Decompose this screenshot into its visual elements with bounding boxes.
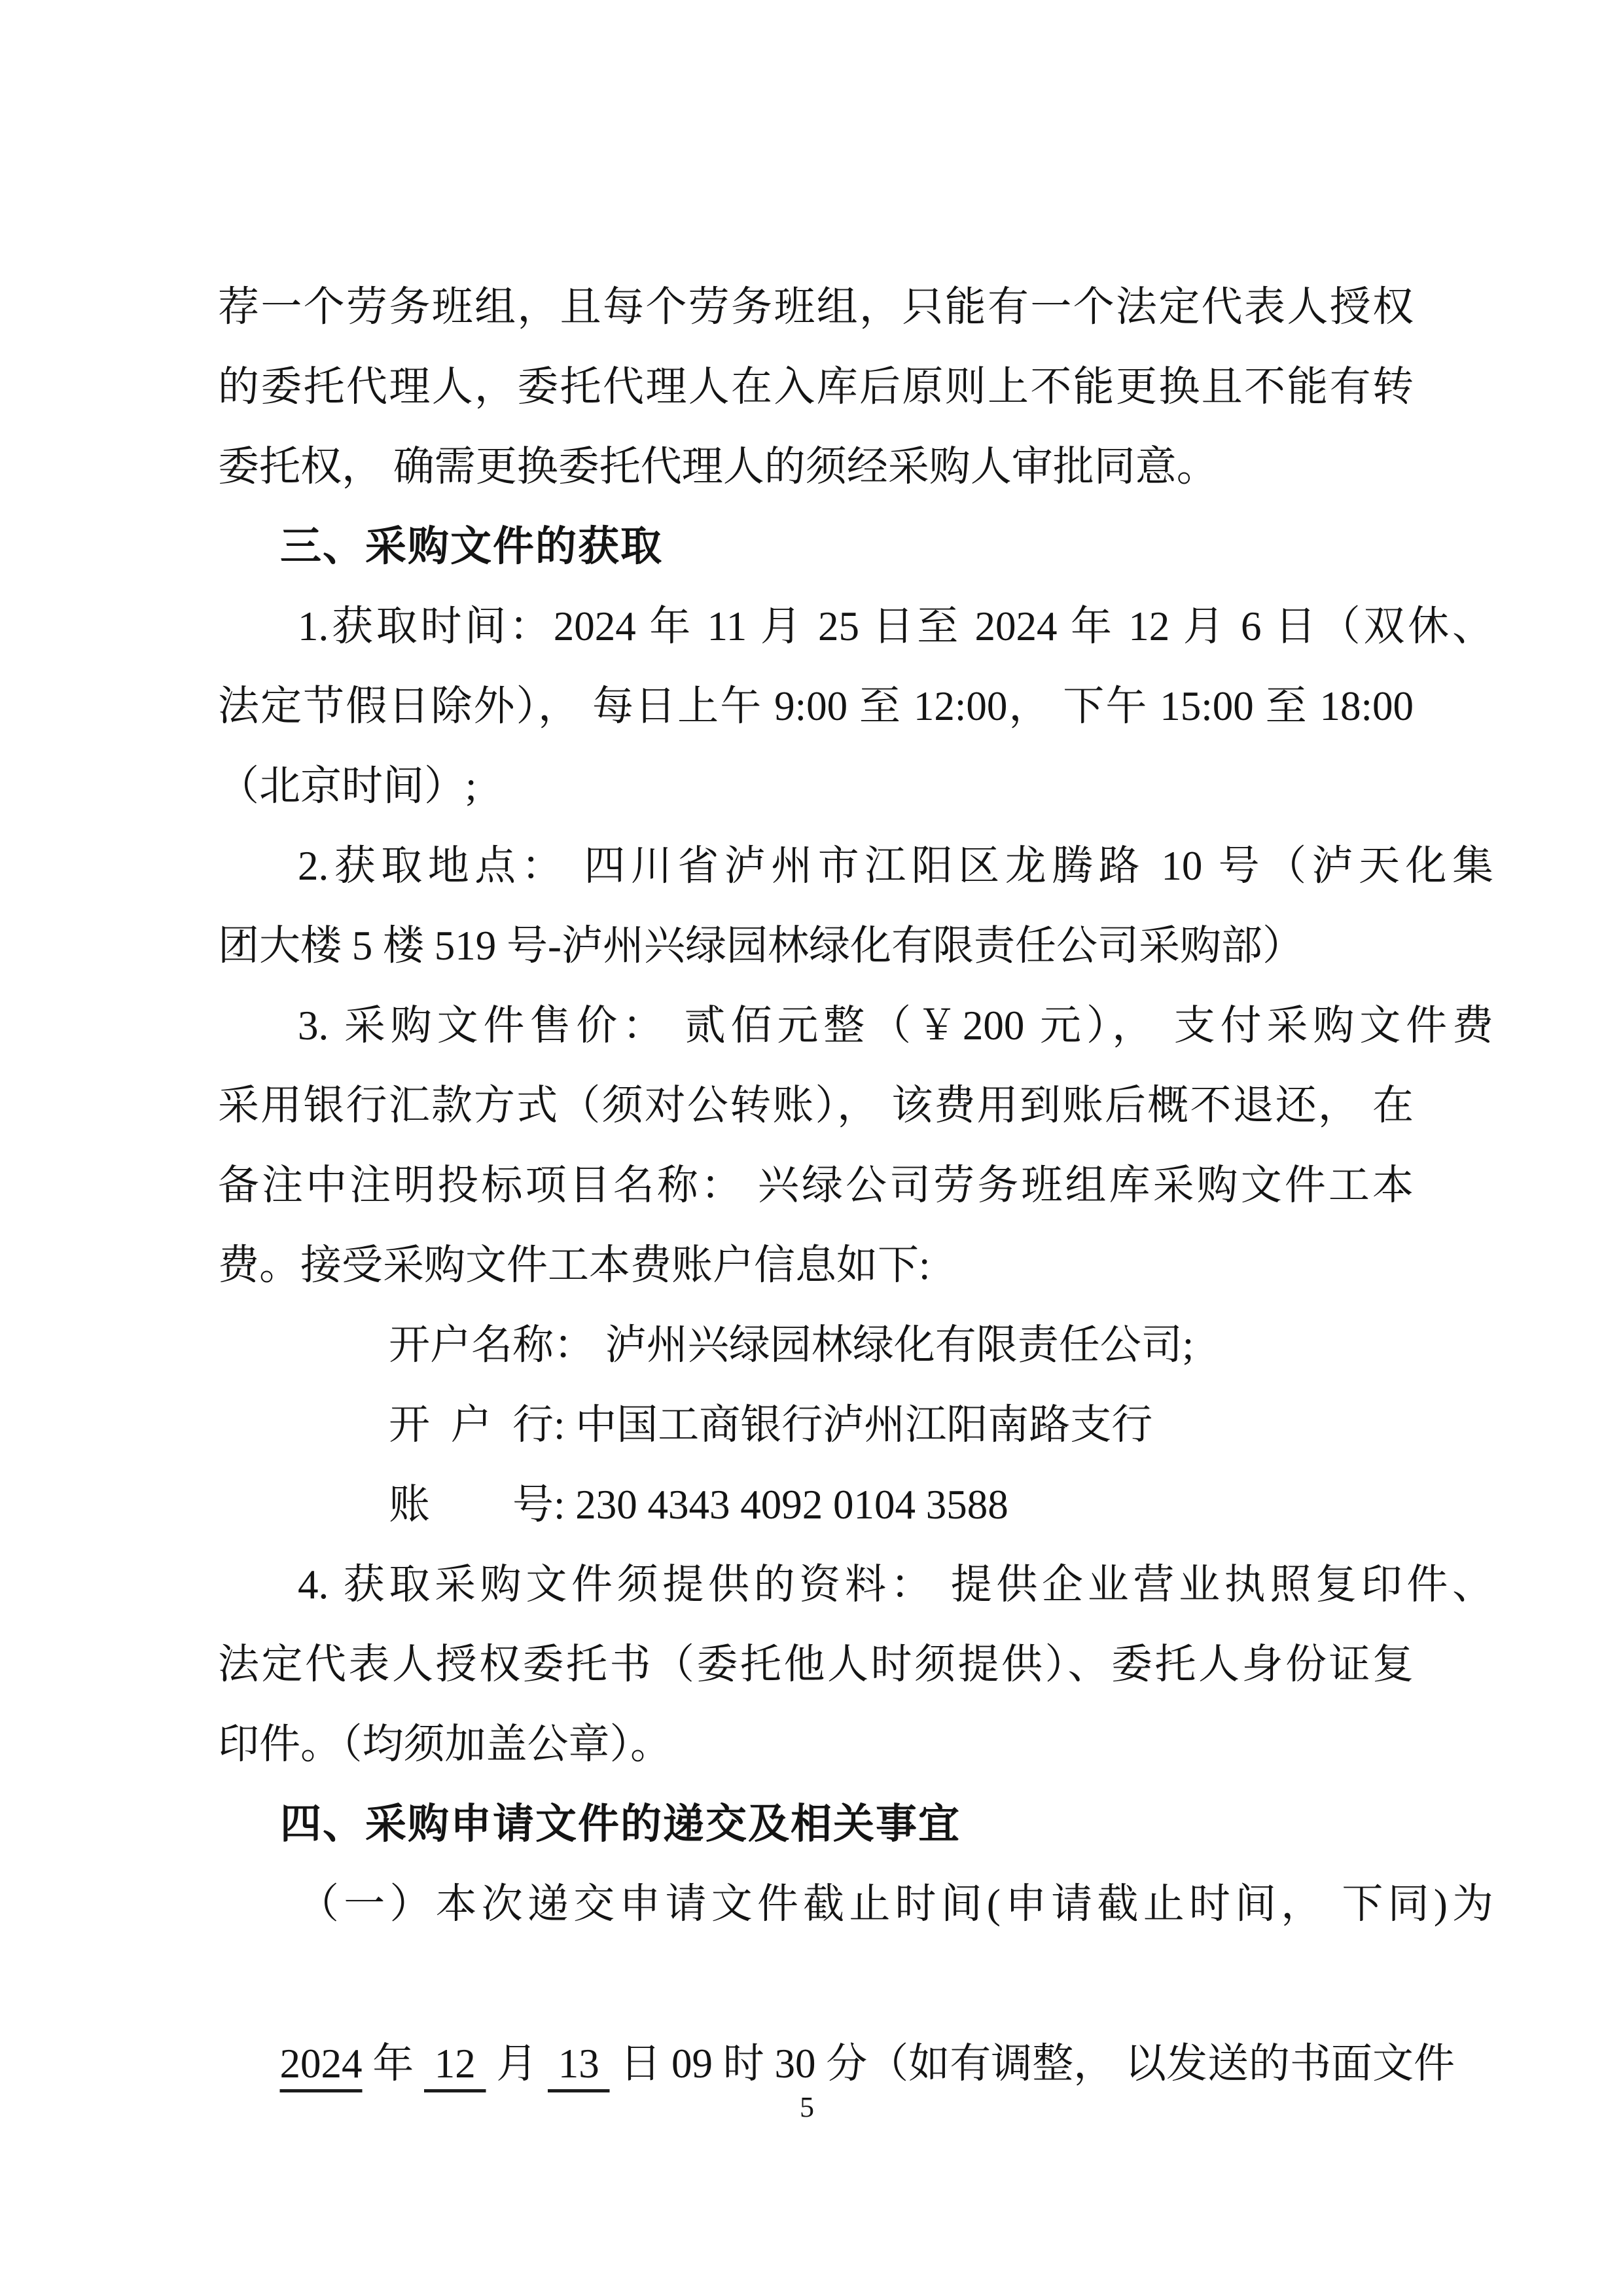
paragraph-line: 费。接受采购文件工本费账户信息如下: xyxy=(218,1242,931,1288)
page-number: 5 xyxy=(800,2091,814,2123)
item-3-document-price-line: 3. 采购文件售价： 贰佰元整（￥200 元）， 支付采购文件费 xyxy=(298,1003,1493,1049)
paragraph-line: 印件。（均须加盖公章）。 xyxy=(218,1721,671,1767)
deadline-day: 13 xyxy=(548,2041,610,2087)
document-body xyxy=(218,267,1493,2183)
paragraph-line: 团大楼 5 楼 519 号-泸州兴绿园林绿化有限责任公司采购部） xyxy=(218,923,1304,969)
paragraph-line: 备注中注明投标项目名称： 兴绿公司劳务班组库采购文件工本 xyxy=(218,1162,1414,1208)
account-name-line: 开户名称： 泸州兴绿园林绿化有限责任公司; xyxy=(389,1322,1194,1368)
paragraph-line: 荐一个劳务班组，且每个劳务班组，只能有一个法定代表人授权 xyxy=(218,284,1414,330)
deadline-date-line xyxy=(218,1944,1455,2183)
account-bank-line: 开 户 行: 中国工商银行泸州江阳南路支行 xyxy=(389,1402,1153,1448)
paragraph-line: 委托权， 确需更换委托代理人的须经采购人审批同意。 xyxy=(218,444,1218,490)
year-label: 年 xyxy=(362,2041,424,2087)
deadline-month: 12 xyxy=(424,2041,486,2087)
paragraph-line: 采用银行汇款方式（须对公转账）， 该费用到账后概不退还， 在 xyxy=(218,1083,1414,1128)
paragraph-line: （北京时间）; xyxy=(218,763,477,809)
month-label: 月 xyxy=(486,2041,548,2087)
deadline-time-text: 日 09 时 30 分（如有调整， 以发送的书面文件 xyxy=(609,2041,1455,2087)
item-2-obtain-place-line: 2.获取地点： 四川省泸州市江阳区龙腾路 10 号（泸天化集 xyxy=(298,843,1493,889)
paragraph-line: 法定节假日除外）， 每日上午 9:00 至 12:00， 下午 15:00 至 18:00 xyxy=(218,683,1414,729)
item-4-required-materials-line: 4. 获取采购文件须提供的资料： 提供企业营业执照复印件、 xyxy=(298,1562,1493,1607)
section-heading-4: 四、采购申请文件的递交及相关事宜 xyxy=(280,1801,961,1847)
paragraph-line: 的委托代理人，委托代理人在入库后原则上不能更换且不能有转 xyxy=(218,364,1414,410)
account-number-line: 账 号: 230 4343 4092 0104 3588 xyxy=(389,1482,1008,1528)
deadline-intro-line: （一）本次递交申请文件截止时间(申请截止时间， 下同)为 xyxy=(298,1881,1493,1927)
section-heading-3: 三、采购文件的获取 xyxy=(280,524,663,569)
deadline-year: 2024 xyxy=(279,2041,363,2087)
item-1-obtain-time-line: 1.获取时间：2024 年 11 月 25 日至 2024 年 12 月 6 日（双休、 xyxy=(298,603,1493,649)
paragraph-line: 法定代表人授权委托书（委托他人时须提供）、委托人身份证复 xyxy=(218,1641,1414,1687)
